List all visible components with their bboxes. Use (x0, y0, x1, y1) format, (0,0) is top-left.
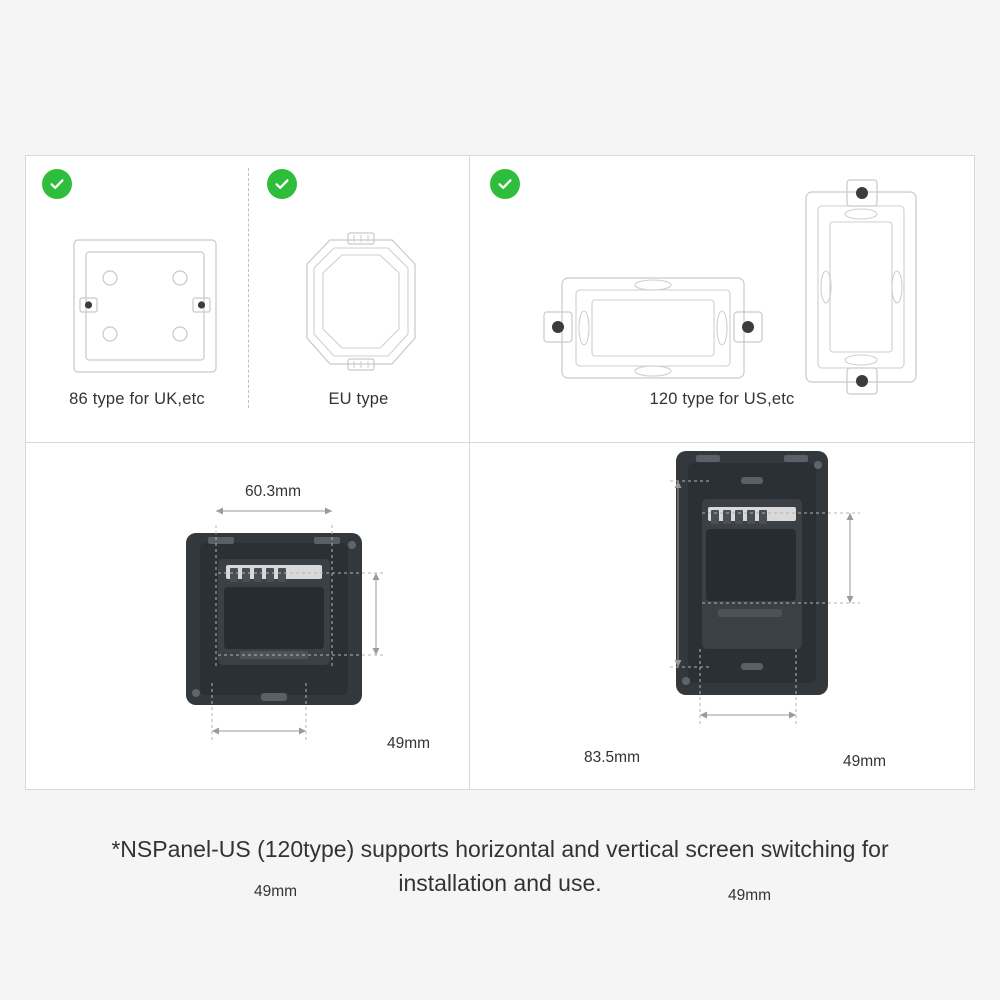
dimension-width-bottom: 49mm (254, 883, 298, 900)
panel-us-back-drawing (610, 437, 950, 767)
us-120-box-vertical-illustration (800, 178, 928, 396)
check-circle-icon (490, 169, 520, 199)
caption-86-type: 86 type for UK,etc (69, 390, 205, 408)
dimension-width-bottom: 49mm (728, 887, 772, 904)
panel-eu-back-drawing (156, 463, 456, 763)
eu-box-illustration (300, 228, 445, 383)
footnote-line-1: *NSPanel-US (120type) supports horizontal and vertical screen switching for (111, 836, 889, 862)
dimension-width-top: 60.3mm (245, 483, 301, 500)
uk-86-box-illustration (70, 236, 220, 376)
caption-eu-type: EU type (328, 390, 389, 408)
dimension-height-right: 49mm (843, 753, 887, 770)
cell-120-type (470, 156, 974, 442)
dimension-height-right: 49mm (387, 735, 431, 752)
check-circle-icon (42, 169, 72, 199)
us-120-box-horizontal-illustration (542, 274, 764, 382)
footnote-line-2: installation and use. (398, 870, 602, 896)
cell-panel-eu-dimensions (26, 443, 469, 900)
caption-120-type: 120 type for US,etc (649, 390, 795, 408)
cell-eu-type (248, 156, 469, 442)
table-row-boxtypes (26, 156, 974, 443)
footnote (60, 832, 940, 900)
check-circle-icon (267, 169, 297, 199)
dimension-height-left: 83.5mm (584, 749, 640, 766)
cell-86-type (26, 156, 248, 442)
